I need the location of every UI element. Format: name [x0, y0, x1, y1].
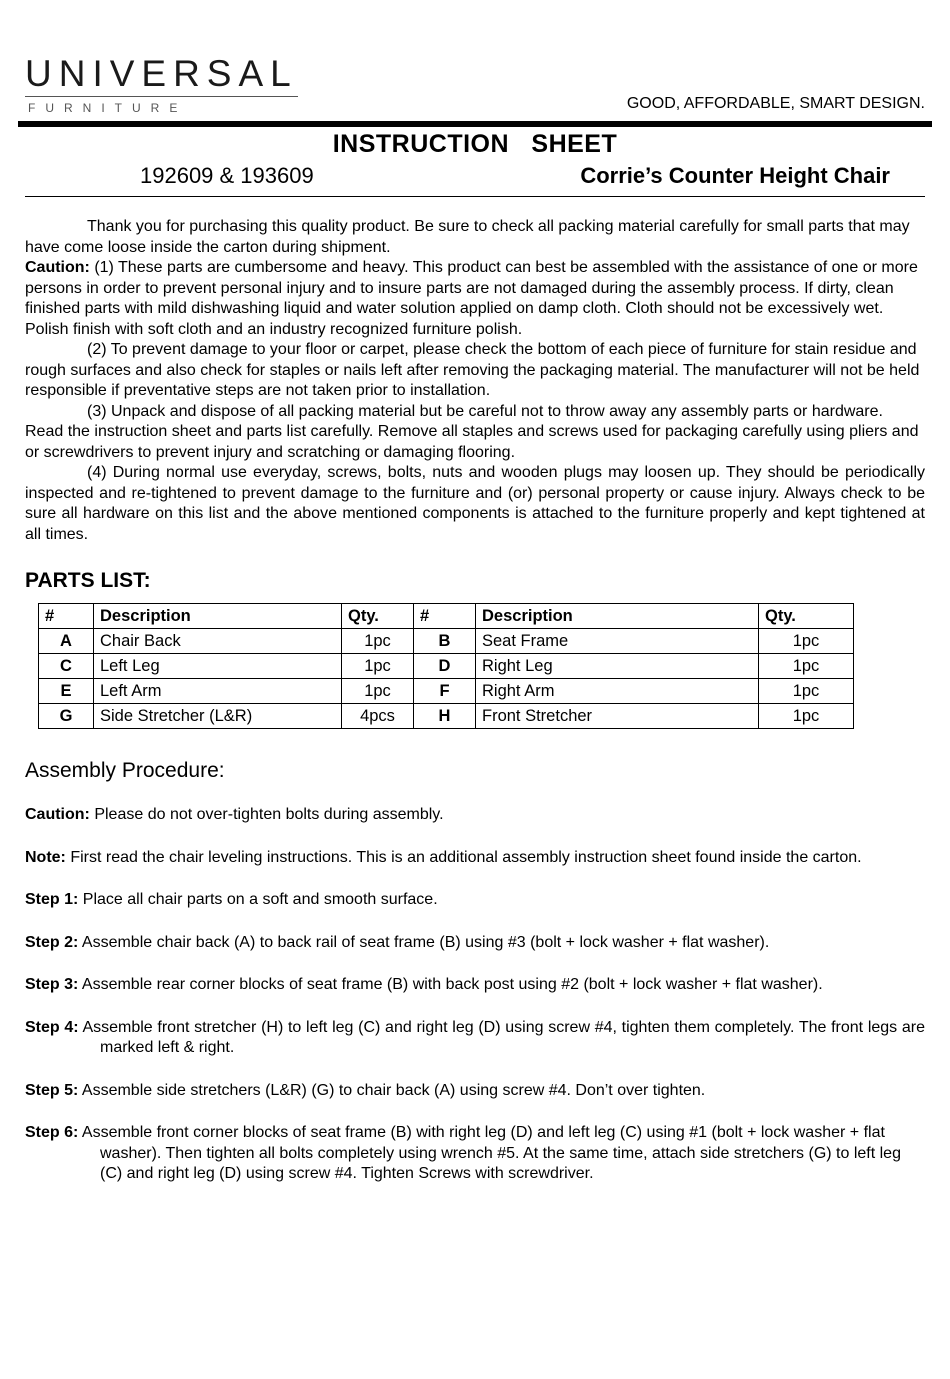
- assembly-step-1: [25, 890, 925, 911]
- sheet-title: INSTRUCTION SHEET: [332, 130, 618, 158]
- brand-name: UNIVERSAL: [25, 55, 298, 97]
- brand-subtitle: FURNITURE: [28, 101, 188, 115]
- intro-paragraph-2: (2) To prevent damage to your floor or carpet, please check the bottom of each piece of furniture for stain residue and rough surfaces and also check for staples or nails left after removing the packaging material. The manufacturer will not be held responsible if preventative steps are not taken prior to installation.: [25, 341, 920, 399]
- parts-cell: 1pc: [759, 654, 854, 679]
- table-row: [39, 654, 854, 679]
- assembly-item-label: Step 5:: [25, 1081, 79, 1099]
- table-row: [39, 704, 854, 729]
- parts-cell: E: [39, 679, 94, 704]
- assembly-block: [25, 805, 925, 1185]
- parts-cell: 1pc: [759, 629, 854, 654]
- table-row: [39, 629, 854, 654]
- parts-cell: 1pc: [342, 629, 414, 654]
- brand-tagline: GOOD, AFFORDABLE, SMART DESIGN.: [626, 95, 925, 112]
- assembly-caution: [25, 805, 925, 826]
- assembly-item-text: Place all chair parts on a soft and smooth surface.: [82, 891, 438, 908]
- parts-header-cell: Qty.: [342, 604, 414, 629]
- parts-cell: Side Stretcher (L&R): [94, 704, 342, 729]
- parts-cell: 1pc: [342, 654, 414, 679]
- parts-cell: 4pcs: [342, 704, 414, 729]
- parts-cell: C: [39, 654, 94, 679]
- assembly-item-text: Please do not over-tighten bolts during assembly.: [94, 806, 444, 823]
- parts-cell: 1pc: [759, 679, 854, 704]
- parts-cell: Seat Frame: [476, 629, 759, 654]
- intro-block: [25, 217, 925, 545]
- assembly-step-5: [25, 1081, 925, 1102]
- parts-header-cell: Qty.: [759, 604, 854, 629]
- intro-paragraph-3: (3) Unpack and dispose of all packing material but be careful not to throw away any assembly parts or hardware. Read the instruction sheet and parts list carefully. Remove all staples and screws used for packaging carefully using pliers and or screwdrivers to prevent injury and scratching or damaging flooring.: [25, 402, 919, 461]
- assembly-item-label: Step 2:: [25, 933, 79, 951]
- parts-header-cell: Description: [94, 604, 342, 629]
- assembly-step-4: [25, 1018, 925, 1059]
- parts-cell: Left Arm: [94, 679, 342, 704]
- assembly-note: [25, 848, 925, 869]
- parts-cell: G: [39, 704, 94, 729]
- parts-table: [38, 603, 854, 729]
- brand-logo: [25, 55, 298, 115]
- parts-cell: Left Leg: [94, 654, 342, 679]
- parts-cell: Chair Back: [94, 629, 342, 654]
- parts-cell: B: [414, 629, 476, 654]
- parts-cell: F: [414, 679, 476, 704]
- intro-paragraph-4: (4) During normal use everyday, screws, bolts, nuts and wooden plugs may loosen up. They should be periodically inspected and re-tightened to prevent damage to the furniture and (or) personal property or cause injury. Always check to be sure all hardware on this list and the above mentioned components is attached to the furniture properly and kept tightened at all times.: [25, 464, 925, 543]
- title-row: [25, 163, 925, 189]
- assembly-item-text: First read the chair leveling instructions. This is an additional assembly instruction sheet found inside the carton.: [70, 848, 862, 866]
- assembly-step-6: [25, 1123, 925, 1185]
- parts-cell: A: [39, 629, 94, 654]
- assembly-item-label: Step 6:: [25, 1124, 79, 1141]
- caution-text: (1) These parts are cumbersome and heavy. This product can best be assembled with the assistance of one or more persons in order to prevent personal injury and to insure parts are not damaged during the assembly process. If dirty, clean finished parts with mild dishwashing liquid and water solution applied on damp cloth. Cloth should not be excessively wet. Polish finish with soft cloth and an industry recognized furniture polish.: [25, 259, 918, 338]
- parts-cell: D: [414, 654, 476, 679]
- parts-cell: Front Stretcher: [476, 704, 759, 729]
- assembly-item-text: Assemble chair back (A) to back rail of seat frame (B) using #3 (bolt + lock washer + flat washer).: [81, 933, 770, 951]
- intro-caution-paragraph: [25, 258, 925, 340]
- assembly-item-label: Caution:: [25, 806, 90, 823]
- parts-cell: H: [414, 704, 476, 729]
- table-row: [39, 679, 854, 704]
- caution-label: Caution:: [25, 259, 90, 276]
- product-name: Corrie’s Counter Height Chair: [580, 163, 890, 188]
- assembly-heading: Assembly Procedure:: [25, 759, 225, 782]
- divider-thick: [18, 121, 932, 127]
- parts-cell: 1pc: [342, 679, 414, 704]
- assembly-step-3: [25, 975, 925, 996]
- header: [25, 55, 925, 115]
- parts-header-cell: #: [39, 604, 94, 629]
- assembly-step-2: [25, 933, 925, 954]
- parts-list-heading: PARTS LIST:: [25, 569, 151, 592]
- parts-cell: 1pc: [759, 704, 854, 729]
- model-numbers: 192609 & 193609: [140, 163, 314, 188]
- parts-cell: Right Arm: [476, 679, 759, 704]
- parts-header-cell: #: [414, 604, 476, 629]
- assembly-item-text: Assemble rear corner blocks of seat frame (B) with back post using #2 (bolt + lock washer + flat washer).: [81, 976, 823, 993]
- assembly-item-label: Step 1:: [25, 891, 79, 908]
- divider-thin: [25, 196, 925, 197]
- assembly-item-label: Step 3:: [25, 976, 79, 993]
- parts-header-row: [39, 604, 854, 629]
- assembly-item-text: Assemble front stretcher (H) to left leg (C) and right leg (D) using screw #4, tighten them completely. The front legs are marked left & right.: [82, 1018, 926, 1056]
- assembly-item-label: Note:: [25, 848, 66, 866]
- parts-cell: Right Leg: [476, 654, 759, 679]
- parts-header-cell: Description: [476, 604, 759, 629]
- intro-paragraph-1: Thank you for purchasing this quality product. Be sure to check all packing material carefully for small parts that may have come loose inside the carton during shipment.: [25, 218, 910, 256]
- assembly-item-text: Assemble front corner blocks of seat frame (B) with right leg (D) and left leg (C) using #1 (bolt + lock washer + flat washer). Then tighten all bolts completely using wrench #5. At the same time, attach side stretchers (G) to left leg (C) and right leg (D) using screw #4. Tighten Screws with screwdriver.: [81, 1124, 901, 1182]
- assembly-item-text: Assemble side stretchers (L&R) (G) to chair back (A) using screw #4. Don’t over tighten.: [81, 1081, 706, 1099]
- assembly-item-label: Step 4:: [25, 1018, 79, 1036]
